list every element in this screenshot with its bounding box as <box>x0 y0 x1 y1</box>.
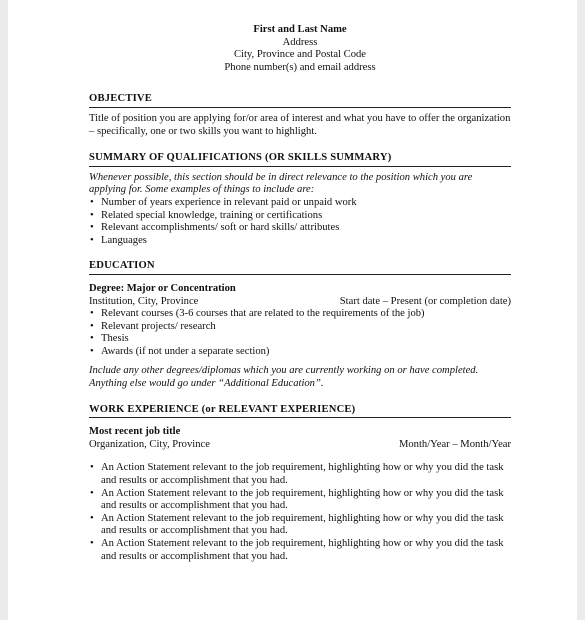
job-dates: Month/Year – Month/Year <box>398 438 511 450</box>
education-title: EDUCATION <box>89 260 511 275</box>
list-item: • Relevant courses (3-6 courses that are related to the requirements of the job) <box>89 308 511 321</box>
education-list <box>89 308 511 358</box>
list-item: • An Action Statement relevant to the job requirement, highlighting how or why you did the task and results or accomplishment that you had. <box>89 462 511 487</box>
summary-intro: Whenever possible, this section should be in direct relevance to the position which you are applying for. Some examples of things to include are: <box>89 171 473 196</box>
list-item: • An Action Statement relevant to the job requirement, highlighting how or why you did the task and results or accomplishment that you had. <box>89 488 511 513</box>
applicant-city: City, Province and Postal Code <box>233 49 367 61</box>
summary-section <box>89 152 511 247</box>
applicant-name: First and Last Name <box>253 24 347 35</box>
list-item: • Relevant accomplishments/ soft or hard skills/ attributes <box>89 222 511 235</box>
objective-section <box>89 93 511 138</box>
education-dates: Start date – Present (or completion date) <box>339 295 511 307</box>
resume-page <box>8 0 577 620</box>
work-title: WORK EXPERIENCE (or RELEVANT EXPERIENCE) <box>89 404 511 419</box>
job-list <box>89 462 511 563</box>
job-row <box>89 439 511 452</box>
list-item: • Awards (if not under a separate section) <box>89 346 511 359</box>
education-section <box>89 260 511 390</box>
summary-list <box>89 197 511 247</box>
list-item: • Thesis <box>89 333 511 346</box>
list-item: • Related special knowledge, training or certifications <box>89 210 511 223</box>
work-section <box>89 404 511 564</box>
education-institution: Institution, City, Province <box>89 295 199 307</box>
resume-content <box>89 24 511 563</box>
education-row <box>89 296 511 309</box>
applicant-address: Address <box>282 36 318 48</box>
job-title: Most recent job title <box>89 426 181 438</box>
objective-text: Title of position you are applying for/or area of interest and what you have to offer the organization – specifically, one or two skills you want to highlight. <box>89 112 511 137</box>
list-item: • Languages <box>89 235 511 248</box>
applicant-contact: Phone number(s) and email address <box>224 61 376 73</box>
objective-title: OBJECTIVE <box>89 93 511 108</box>
job-organization: Organization, City, Province <box>89 438 210 450</box>
education-note: Include any other degrees/diplomas which you are currently working on or have completed. Anything else would go under “Additional Education”. <box>89 365 479 390</box>
list-item: • Relevant projects/ research <box>89 321 511 334</box>
resume-header <box>89 24 511 74</box>
list-item: • Number of years experience in relevant paid or unpaid work <box>89 197 511 210</box>
education-degree: Degree: Major or Concentration <box>89 282 236 294</box>
summary-title: SUMMARY OF QUALIFICATIONS (OR SKILLS SUMMARY) <box>89 152 511 167</box>
list-item: • An Action Statement relevant to the job requirement, highlighting how or why you did the task and results or accomplishment that you had. <box>89 538 511 563</box>
list-item: • An Action Statement relevant to the job requirement, highlighting how or why you did the task and results or accomplishment that you had. <box>89 513 511 538</box>
